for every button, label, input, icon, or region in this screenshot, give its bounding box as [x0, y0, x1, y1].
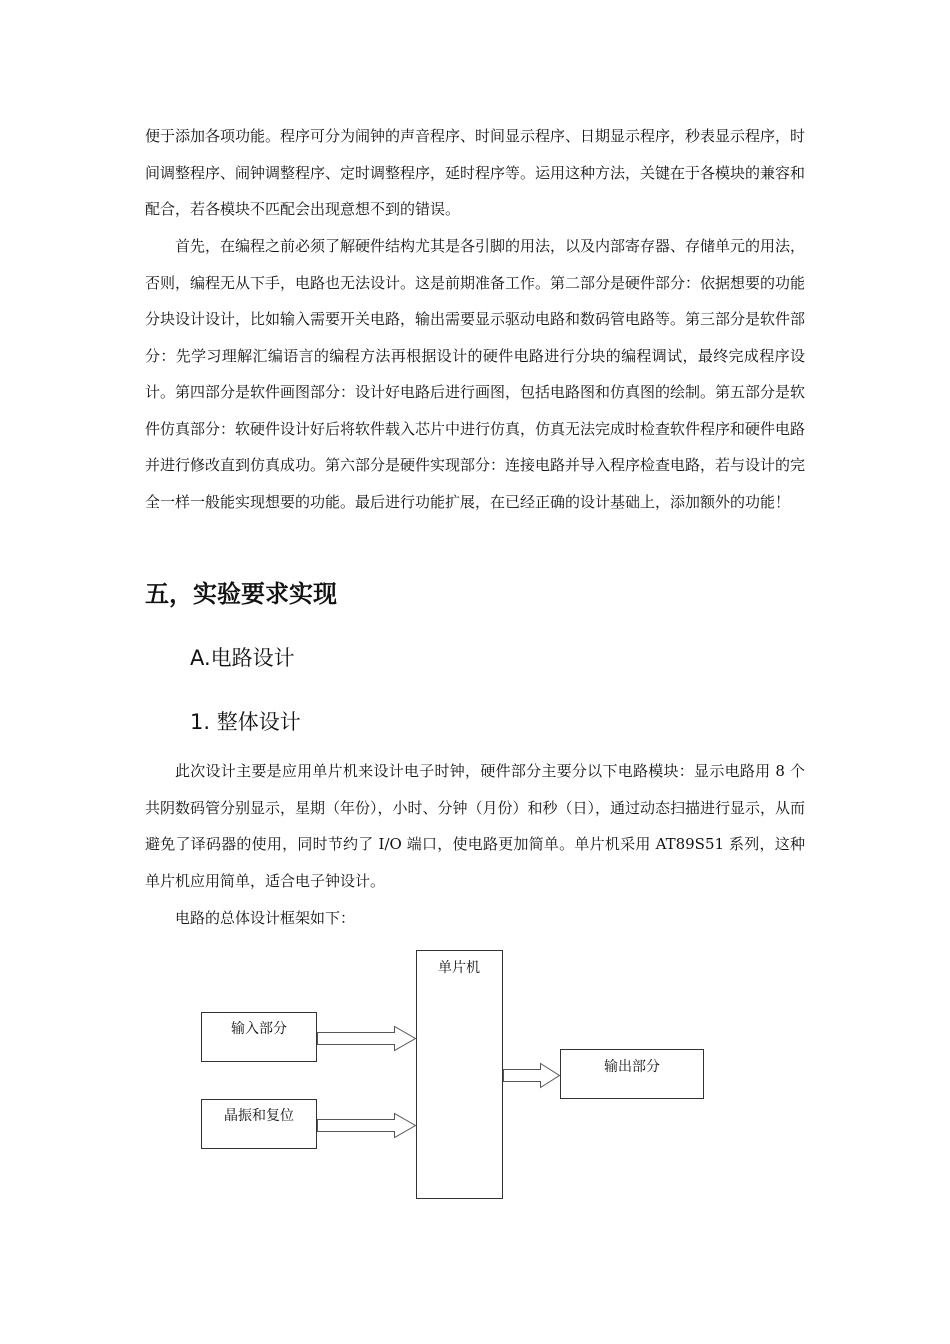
- arrow-mcu-to-output: [504, 1064, 560, 1088]
- clock-reset-box: [202, 1100, 317, 1149]
- output-label: 输出部分: [604, 1059, 660, 1075]
- block-diagram: [190, 945, 720, 1210]
- paragraph-design-overview: 此次设计主要是应用单片机来设计电子时钟，硬件部分主要分以下电路模块：显示电路用 8 个共阴数码管分别显示，星期（年份），小时、分钟（月份）和秒（日），通过动态扫描进行显示，从而避免了译码器的使用，同时节约了 I/O 端口，使电路更加简单。单片机采用 AT89S51 系列，这种单片机应用简单，适合电子钟设计。: [145, 762, 806, 890]
- mcu-box: [417, 951, 503, 1199]
- clock-reset-label: 晶振和复位: [224, 1108, 294, 1124]
- input-label: 输入部分: [231, 1021, 287, 1037]
- paragraph-procedure: 首先，在编程之前必须了解硬件结构尤其是各引脚的用法，以及内部寄存器、存储单元的用法，否则，编程无从下手，电路也无法设计。这是前期准备工作。第二部分是硬件部分：依据想要的功能分块设计设计，比如输入需要开关电路，输出需要显示驱动电路和数码管电路等。第三部分是软件部分：先学习理解汇编语言的编程方法再根据设计的硬件电路进行分块的编程调试，最终完成程序设计。第四部分是软件画图部分：设计好电路后进行画图，包括电路图和仿真图的绘制。第五部分是软件仿真部分：软硬件设计好后将软件载入芯片中进行仿真，仿真无法完成时检查软件程序和硬件电路并进行修改直到仿真成功。第六部分是硬件实现部分：连接电路并导入程序检查电路，若与设计的完全一样一般能实现想要的功能。最后进行功能扩展，在已经正确的设计基础上，添加额外的功能！: [145, 237, 806, 511]
- paragraph-diagram-intro: 电路的总体设计框架如下：: [175, 909, 356, 927]
- subsection-heading: A.电路设计: [190, 646, 295, 670]
- arrow-clock-to-mcu: [318, 1114, 416, 1138]
- subsubsection-heading: 1. 整体设计: [190, 710, 301, 734]
- mcu-label: 单片机: [438, 960, 480, 976]
- paragraph-modules: 便于添加各项功能。程序可分为闹钟的声音程序、时间显示程序、日期显示程序，秒表显示程序，时间调整程序、闹钟调整程序、定时调整程序，延时程序等。运用这种方法，关键在于各模块的兼容和配合，若各模块不匹配会出现意想不到的错误。: [145, 127, 806, 218]
- arrow-input-to-mcu: [318, 1027, 416, 1051]
- input-box: [202, 1013, 317, 1062]
- section-heading: 五，实验要求实现: [145, 580, 337, 608]
